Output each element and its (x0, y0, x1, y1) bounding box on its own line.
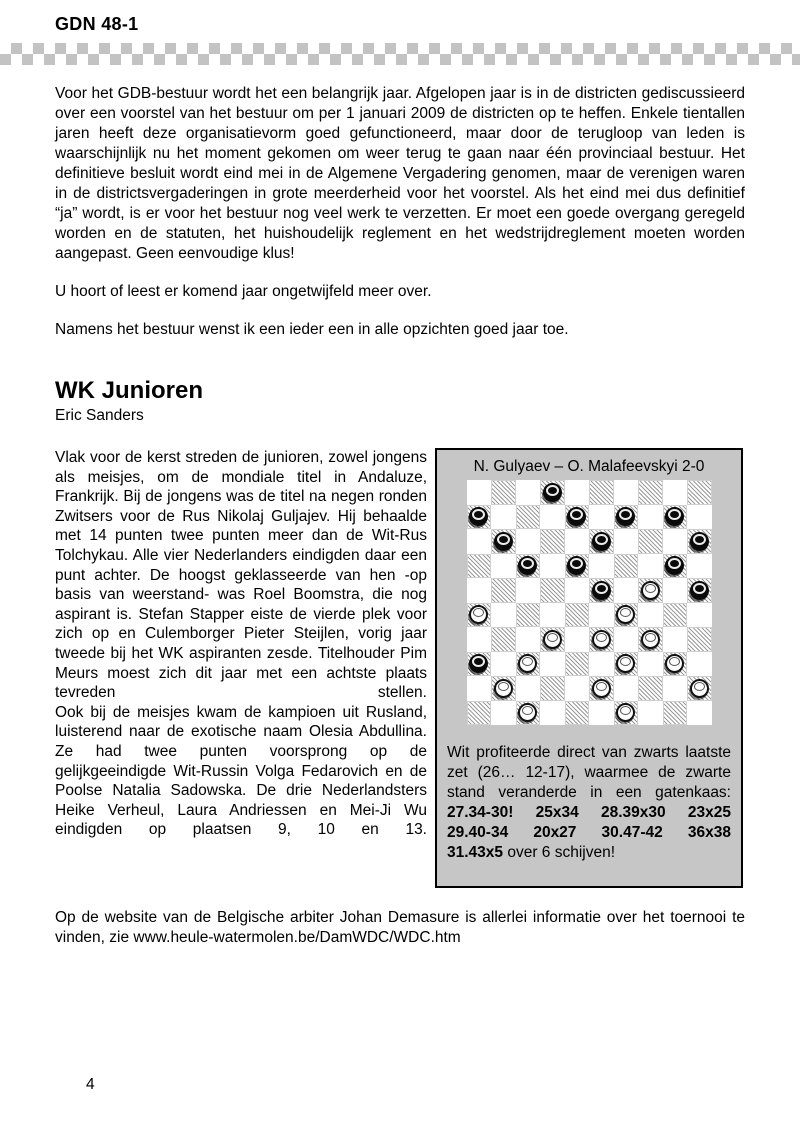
board-square-light (663, 627, 688, 652)
board-square-dark (565, 554, 590, 579)
white-piece (616, 654, 635, 673)
board-square-light (589, 701, 614, 726)
white-piece (518, 654, 537, 673)
board-square-dark (491, 627, 516, 652)
intro-paragraph-2: U hoort of leest er komend jaar ongetwijfeld meer over. (55, 283, 432, 300)
board-square-dark (663, 652, 688, 677)
board-square-light (540, 554, 565, 579)
white-piece (616, 605, 635, 624)
white-piece (616, 703, 635, 722)
board-square-light (638, 554, 663, 579)
board-square-light (565, 676, 590, 701)
page-number: 4 (86, 1076, 95, 1093)
board-square-dark (687, 578, 712, 603)
black-piece (469, 507, 488, 526)
board-square-dark (540, 529, 565, 554)
diagram-title: N. Gulyaev – O. Malafeevskyi 2-0 (473, 458, 705, 475)
board-square-light (663, 529, 688, 554)
checker-band (0, 43, 800, 65)
board-square-dark (614, 554, 639, 579)
board-square-light (516, 676, 541, 701)
board-square-light (491, 554, 516, 579)
board-square-light (491, 652, 516, 677)
board-square-light (638, 701, 663, 726)
section-title: WK Junioren (55, 377, 203, 404)
board-square-dark (516, 554, 541, 579)
article-stretched-line (55, 683, 427, 703)
board-square-light (491, 603, 516, 628)
board-square-dark (638, 578, 663, 603)
intro-paragraph-1: Voor het GDB-bestuur wordt het een belangrijk jaar. Afgelopen jaar is in de districten gediscussieerd over een voorstel van het bestuur om per 1 januari 2009 de districten op te heffen. Enkele tientallen jaren heeft deze organisatievorm goed gefunctioneerd, maar door de terugloop van leden is waarschijnlijk nu het moment gekomen om weer terug te gaan naar één provinciaal bestuur. Het definitieve besluit wordt eind mei in de Algemene Vergadering genomen, maar de verenigen waren in de districtsvergaderingen in grote meerderheid voor het voorstel. Als het eind mei dus definitief “ja” wordt, is er voor het bestuur nog veel werk te verzetten. Er moet een goede overgang geregeld worden en de statuten, het huishoudelijk reglement en het wedstrijdreglement moeten worden aangepast. Geen eenvoudige klus! (55, 85, 745, 262)
black-piece (690, 581, 709, 600)
black-piece (494, 532, 513, 551)
white-piece (690, 679, 709, 698)
board-square-dark (540, 676, 565, 701)
board-square-light (540, 603, 565, 628)
board-square-light (565, 627, 590, 652)
board-square-dark (638, 627, 663, 652)
board-square-light (565, 529, 590, 554)
board-square-light (663, 480, 688, 505)
board-square-dark (467, 701, 492, 726)
caption-text-post: over 6 schijven! (503, 844, 616, 861)
board-square-dark (516, 701, 541, 726)
intro-paragraph-3: Namens het bestuur wenst ik een ieder een in alle opzichten goed jaar toe. (55, 321, 569, 338)
board-square-light (614, 480, 639, 505)
diagram-caption (447, 743, 731, 863)
board-square-light (565, 480, 590, 505)
board-square-dark (687, 529, 712, 554)
board-square-dark (614, 603, 639, 628)
board-square-light (638, 652, 663, 677)
board-square-dark (663, 505, 688, 530)
white-piece (543, 630, 562, 649)
board-square-dark (614, 701, 639, 726)
board-square-dark (516, 652, 541, 677)
masthead-title: GDN 48-1 (55, 14, 139, 34)
board-square-light (540, 701, 565, 726)
board-square-dark (467, 554, 492, 579)
board-square-light (614, 676, 639, 701)
white-piece (592, 679, 611, 698)
board-square-light (589, 603, 614, 628)
board-square-dark (565, 603, 590, 628)
board-square-light (687, 652, 712, 677)
board-square-dark (467, 603, 492, 628)
board-square-light (687, 554, 712, 579)
black-piece (665, 507, 684, 526)
board-square-dark (565, 652, 590, 677)
board-square-dark (589, 627, 614, 652)
board-square-light (467, 627, 492, 652)
board-square-light (467, 529, 492, 554)
diagram-column (435, 448, 743, 888)
board-square-dark (687, 627, 712, 652)
board-square-dark (540, 627, 565, 652)
board-square-light (614, 578, 639, 603)
board-square-light (614, 627, 639, 652)
board-square-light (638, 505, 663, 530)
board-square-light (614, 529, 639, 554)
board-square-light (687, 603, 712, 628)
board-square-dark (663, 701, 688, 726)
article-text-1: Vlak voor de kerst streden de junioren, zowel jongens als meisjes, om de mondiale titel in Andaluze, Frankrijk. Bij de jongens was de titel na negen ronden Zwitsers voor de Rus Nikolaj Guljajev. Hij behaalde met 14 punten twee punten meer dan de Wit-Rus Tolchykau. Alle vier Nederlanders eindigden daar een punt achter. De hoogst geklasseerde van hen -op basis van weerstand- was Roel Boomstra, die nog aspirant is. Stefan Stapper eiste de vierde plek voor zich op en Culemborger Pieter Steijlen, vorig jaar tweede bij het WK aspiranten zesde. Titelhouder Pim Meurs moest zich dit jaar met een achtste plaats (55, 449, 427, 682)
board-square-light (540, 505, 565, 530)
black-piece (690, 532, 709, 551)
board-square-light (589, 652, 614, 677)
black-piece (567, 556, 586, 575)
board-square-light (589, 554, 614, 579)
board-square-light (467, 676, 492, 701)
article-column (55, 448, 427, 840)
board-square-dark (589, 578, 614, 603)
white-piece (469, 605, 488, 624)
white-piece (518, 703, 537, 722)
section-author: Eric Sanders (55, 407, 144, 424)
black-piece (518, 556, 537, 575)
board-square-light (663, 578, 688, 603)
board-square-dark (687, 480, 712, 505)
black-piece (616, 507, 635, 526)
board-square-dark (491, 529, 516, 554)
board-square-light (491, 505, 516, 530)
caption-text-pre: Wit profiteerde direct van zwarts laatste zet (26… 12-17), waarmee de zwarte stand veranderde in een gatenkaas: (447, 744, 731, 801)
board-square-dark (565, 505, 590, 530)
board-square-dark (491, 676, 516, 701)
board-square-dark (467, 505, 492, 530)
board-square-dark (663, 554, 688, 579)
board-square-dark (589, 529, 614, 554)
black-piece (592, 532, 611, 551)
closing-paragraph: Op de website van de Belgische arbiter Johan Demasure is allerlei informatie over het toernooi te vinden, zie www.heule-watermolen.be/DamWDC/WDC.htm (55, 909, 745, 946)
two-column-area (55, 448, 745, 888)
board-square-light (589, 505, 614, 530)
board-square-dark (491, 480, 516, 505)
board-square-dark (491, 578, 516, 603)
black-piece (469, 654, 488, 673)
board-square-dark (663, 603, 688, 628)
black-piece (543, 483, 562, 502)
stretched-word-left: tevreden (55, 684, 116, 702)
board-square-dark (638, 480, 663, 505)
board-square-dark (687, 676, 712, 701)
board-square-dark (516, 505, 541, 530)
white-piece (641, 630, 660, 649)
white-piece (494, 679, 513, 698)
board-square-dark (565, 701, 590, 726)
board-square-light (540, 652, 565, 677)
board-square-light (638, 603, 663, 628)
board-square-light (687, 701, 712, 726)
white-piece (592, 630, 611, 649)
board-square-dark (540, 480, 565, 505)
board-square-light (467, 480, 492, 505)
diagram-box (435, 448, 743, 888)
article-text-2: Ook bij de meisjes kwam de kampioen uit Rusland, luisterend naar de exotische naam Olesia Abdullina. Ze had twee punten voorsprong op de gelijkgeeindigde Wit-Russin Volga Fedarovich en de Poolse Natalia Sadowska. De drie Nederlandsters Heike Verheul, Laura Andriessen en Mei-Ji Wu eindigden op plaatsen 9, 10 en 13. (55, 703, 427, 839)
black-piece (567, 507, 586, 526)
board-square-light (516, 627, 541, 652)
board-square-dark (540, 578, 565, 603)
board-square-dark (589, 676, 614, 701)
white-piece (665, 654, 684, 673)
black-piece (665, 556, 684, 575)
board-square-light (467, 578, 492, 603)
board-square-light (491, 701, 516, 726)
board-square-dark (589, 480, 614, 505)
board-square-light (565, 578, 590, 603)
board-square-light (687, 505, 712, 530)
board-square-light (663, 676, 688, 701)
page-content (55, 84, 745, 948)
stretched-word-right: stellen. (377, 684, 427, 702)
board-square-light (516, 480, 541, 505)
board-square-dark (638, 529, 663, 554)
black-piece (592, 581, 611, 600)
board-square-light (516, 529, 541, 554)
board-square-dark (614, 652, 639, 677)
white-piece (641, 581, 660, 600)
board-square-dark (516, 603, 541, 628)
board-square-dark (467, 652, 492, 677)
board-square-dark (638, 676, 663, 701)
draughts-board (467, 480, 712, 725)
board-square-dark (614, 505, 639, 530)
caption-moves: 27.34-30! 25x34 28.39x30 23x25 29.40-34 20x27 30.47-42 36x38 31.43x5 (447, 804, 731, 861)
board-square-light (516, 578, 541, 603)
